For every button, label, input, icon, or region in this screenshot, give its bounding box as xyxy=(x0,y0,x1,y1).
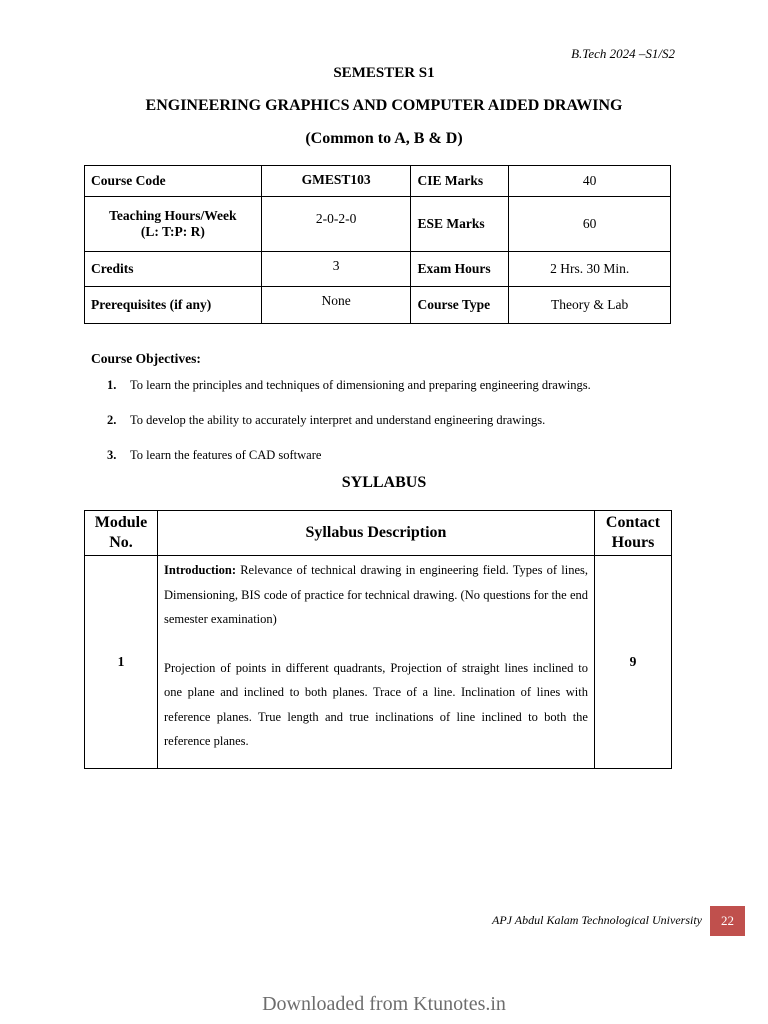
list-item xyxy=(107,378,687,413)
course-title: ENGINEERING GRAPHICS AND COMPUTER AIDED DRAWING xyxy=(145,97,623,114)
objective-number: 1. xyxy=(107,378,117,392)
info-row xyxy=(85,166,671,197)
intro-paragraph xyxy=(164,558,588,632)
intro-text: Relevance of technical drawing in engineering field. Types of lines, Dimensioning, BIS code of practice for technical drawing. (No questions for the end semester examination) xyxy=(164,563,588,626)
ese-marks-value: 60 xyxy=(509,197,671,252)
page-number: 22 xyxy=(721,913,734,928)
cie-marks-value: 40 xyxy=(509,166,671,197)
exam-hours-value: 2 Hrs. 30 Min. xyxy=(509,252,671,287)
course-info-table xyxy=(84,165,671,324)
teaching-hours-label xyxy=(85,197,262,252)
module-column-header: Module No. xyxy=(85,511,158,556)
objective-text: To develop the ability to accurately interpret and understand engineering drawings. xyxy=(130,413,546,427)
objective-number: 3. xyxy=(107,448,117,462)
ese-marks-label: ESE Marks xyxy=(411,197,509,252)
teaching-hours-label-line1: Teaching Hours/Week xyxy=(109,208,237,223)
objectives-list xyxy=(107,378,687,483)
prerequisites-label: Prerequisites (if any) xyxy=(85,287,262,324)
hours-column-header: Contact Hours xyxy=(595,511,672,556)
semester-title: SEMESTER S1 xyxy=(333,65,435,81)
table-header-row xyxy=(85,511,672,556)
course-type-label: Course Type xyxy=(411,287,509,324)
prerequisites-value: None xyxy=(261,287,411,324)
module-number: 1 xyxy=(85,556,158,769)
info-row xyxy=(85,197,671,252)
list-item xyxy=(107,413,687,448)
intro-label: Introduction: xyxy=(164,563,237,577)
info-row xyxy=(85,287,671,324)
cie-marks-label: CIE Marks xyxy=(411,166,509,197)
teaching-hours-label-line2: (L: T:P: R) xyxy=(140,224,205,239)
module-description xyxy=(158,556,595,769)
download-watermark[interactable]: Downloaded from Ktunotes.in xyxy=(262,993,506,1015)
program-header: B.Tech 2024 –S1/S2 xyxy=(571,46,675,61)
common-note: (Common to A, B & D) xyxy=(305,130,463,147)
contact-hours: 9 xyxy=(595,556,672,769)
course-code-label: Course Code xyxy=(85,166,262,197)
paragraph-gap xyxy=(164,632,588,656)
university-name: APJ Abdul Kalam Technological University xyxy=(492,913,702,927)
course-code-value: GMEST103 xyxy=(261,166,411,197)
projection-paragraph: Projection of points in different quadrants, Projection of straight lines inclined to one plane and inclined to both planes. Trace of a line. Inclination of lines with reference planes. True length and true inclinations of line inclined to both the reference planes. xyxy=(164,660,588,748)
teaching-hours-value: 2-0-2-0 xyxy=(261,197,411,252)
objective-text: To learn the features of CAD software xyxy=(130,448,322,462)
credits-value: 3 xyxy=(261,252,411,287)
exam-hours-label: Exam Hours xyxy=(411,252,509,287)
description-column-header: Syllabus Description xyxy=(158,511,595,556)
course-type-value: Theory & Lab xyxy=(509,287,671,324)
objective-text: To learn the principles and techniques of dimensioning and preparing engineering drawings. xyxy=(130,378,591,392)
credits-label: Credits xyxy=(85,252,262,287)
objectives-heading: Course Objectives: xyxy=(91,351,201,366)
page-number-badge xyxy=(710,906,745,936)
syllabus-heading: SYLLABUS xyxy=(341,474,427,491)
info-row xyxy=(85,252,671,287)
table-row xyxy=(85,556,672,769)
objective-number: 2. xyxy=(107,413,117,427)
syllabus-table xyxy=(84,510,672,769)
